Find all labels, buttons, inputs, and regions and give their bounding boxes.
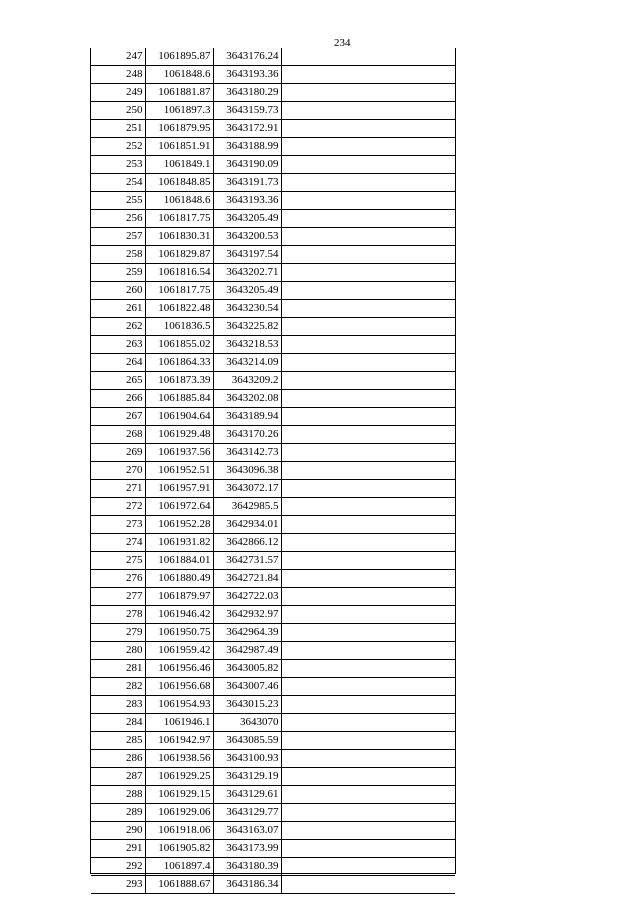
table-row — [91, 84, 455, 102]
table-row — [91, 534, 455, 552]
point-number-cell: 279 — [91, 624, 145, 642]
x-coordinate-cell: 1061952.51 — [145, 462, 213, 480]
y-coordinate-cell: 3643202.08 — [213, 390, 281, 408]
blank-cell — [281, 462, 455, 480]
table-row — [91, 120, 455, 138]
x-coordinate-cell: 1061937.56 — [145, 444, 213, 462]
blank-cell — [281, 624, 455, 642]
point-number-cell: 270 — [91, 462, 145, 480]
point-number-cell: 293 — [91, 876, 145, 894]
x-coordinate-cell: 1061817.75 — [145, 282, 213, 300]
x-coordinate-cell: 1061816.54 — [145, 264, 213, 282]
table-frame — [90, 48, 456, 890]
table-row — [91, 624, 455, 642]
x-coordinate-cell: 1061946.42 — [145, 606, 213, 624]
x-coordinate-cell: 1061946.1 — [145, 714, 213, 732]
table-row — [91, 210, 455, 228]
x-coordinate-cell: 1061885.84 — [145, 390, 213, 408]
blank-cell — [281, 66, 455, 84]
point-number-cell: 247 — [91, 48, 145, 66]
table-row — [91, 426, 455, 444]
blank-cell — [281, 606, 455, 624]
point-number-cell: 276 — [91, 570, 145, 588]
blank-cell — [281, 696, 455, 714]
table-row — [91, 408, 455, 426]
point-number-cell: 271 — [91, 480, 145, 498]
y-coordinate-cell: 3643015.23 — [213, 696, 281, 714]
blank-cell — [281, 858, 455, 876]
blank-cell — [281, 750, 455, 768]
x-coordinate-cell: 1061849.1 — [145, 156, 213, 174]
y-coordinate-cell: 3642731.57 — [213, 552, 281, 570]
y-coordinate-cell: 3643170.26 — [213, 426, 281, 444]
blank-cell — [281, 408, 455, 426]
y-coordinate-cell: 3642722.03 — [213, 588, 281, 606]
x-coordinate-cell: 1061836.5 — [145, 318, 213, 336]
y-coordinate-cell: 3643205.49 — [213, 210, 281, 228]
y-coordinate-cell: 3643096.38 — [213, 462, 281, 480]
y-coordinate-cell: 3643209.2 — [213, 372, 281, 390]
x-coordinate-cell: 1061957.91 — [145, 480, 213, 498]
table-row — [91, 876, 455, 894]
table-row — [91, 678, 455, 696]
blank-cell — [281, 516, 455, 534]
x-coordinate-cell: 1061829.87 — [145, 246, 213, 264]
y-coordinate-cell: 3643005.82 — [213, 660, 281, 678]
point-number-cell: 265 — [91, 372, 145, 390]
y-coordinate-cell: 3643225.82 — [213, 318, 281, 336]
y-coordinate-cell: 3643200.53 — [213, 228, 281, 246]
y-coordinate-cell: 3642987.49 — [213, 642, 281, 660]
table-row — [91, 66, 455, 84]
y-coordinate-cell: 3643193.36 — [213, 66, 281, 84]
point-number-cell: 280 — [91, 642, 145, 660]
page-number: 234 — [334, 37, 351, 49]
point-number-cell: 289 — [91, 804, 145, 822]
table-row — [91, 516, 455, 534]
y-coordinate-cell: 3643214.09 — [213, 354, 281, 372]
y-coordinate-cell: 3643218.53 — [213, 336, 281, 354]
point-number-cell: 287 — [91, 768, 145, 786]
blank-cell — [281, 336, 455, 354]
x-coordinate-cell: 1061895.87 — [145, 48, 213, 66]
blank-cell — [281, 174, 455, 192]
blank-cell — [281, 642, 455, 660]
blank-cell — [281, 444, 455, 462]
table-row — [91, 372, 455, 390]
point-number-cell: 258 — [91, 246, 145, 264]
table-row — [91, 462, 455, 480]
point-number-cell: 248 — [91, 66, 145, 84]
x-coordinate-cell: 1061897.4 — [145, 858, 213, 876]
table-row — [91, 300, 455, 318]
blank-cell — [281, 318, 455, 336]
point-number-cell: 257 — [91, 228, 145, 246]
blank-cell — [281, 192, 455, 210]
table-row — [91, 840, 455, 858]
blank-cell — [281, 246, 455, 264]
point-number-cell: 272 — [91, 498, 145, 516]
table-row — [91, 390, 455, 408]
x-coordinate-cell: 1061864.33 — [145, 354, 213, 372]
y-coordinate-cell: 3642866.12 — [213, 534, 281, 552]
blank-cell — [281, 768, 455, 786]
point-number-cell: 269 — [91, 444, 145, 462]
x-coordinate-cell: 1061830.31 — [145, 228, 213, 246]
table-row — [91, 318, 455, 336]
x-coordinate-cell: 1061931.82 — [145, 534, 213, 552]
table-row — [91, 174, 455, 192]
point-number-cell: 268 — [91, 426, 145, 444]
blank-cell — [281, 588, 455, 606]
table-row — [91, 822, 455, 840]
y-coordinate-cell: 3643202.71 — [213, 264, 281, 282]
y-coordinate-cell: 3643190.09 — [213, 156, 281, 174]
x-coordinate-cell: 1061881.87 — [145, 84, 213, 102]
table-row — [91, 444, 455, 462]
x-coordinate-cell: 1061888.67 — [145, 876, 213, 894]
y-coordinate-cell: 3642985.5 — [213, 498, 281, 516]
x-coordinate-cell: 1061956.68 — [145, 678, 213, 696]
blank-cell — [281, 282, 455, 300]
point-number-cell: 278 — [91, 606, 145, 624]
table-row — [91, 804, 455, 822]
x-coordinate-cell: 1061905.82 — [145, 840, 213, 858]
y-coordinate-cell: 3643193.36 — [213, 192, 281, 210]
y-coordinate-cell: 3643129.77 — [213, 804, 281, 822]
x-coordinate-cell: 1061952.28 — [145, 516, 213, 534]
coordinate-table-body — [91, 48, 455, 894]
blank-cell — [281, 354, 455, 372]
x-coordinate-cell: 1061855.02 — [145, 336, 213, 354]
table-row — [91, 570, 455, 588]
table-row — [91, 228, 455, 246]
y-coordinate-cell: 3642964.39 — [213, 624, 281, 642]
y-coordinate-cell: 3643142.73 — [213, 444, 281, 462]
point-number-cell: 262 — [91, 318, 145, 336]
blank-cell — [281, 102, 455, 120]
blank-cell — [281, 48, 455, 66]
table-row — [91, 606, 455, 624]
point-number-cell: 274 — [91, 534, 145, 552]
x-coordinate-cell: 1061851.91 — [145, 138, 213, 156]
blank-cell — [281, 498, 455, 516]
x-coordinate-cell: 1061897.3 — [145, 102, 213, 120]
y-coordinate-cell: 3642932.97 — [213, 606, 281, 624]
x-coordinate-cell: 1061879.95 — [145, 120, 213, 138]
y-coordinate-cell: 3643173.99 — [213, 840, 281, 858]
x-coordinate-cell: 1061904.64 — [145, 408, 213, 426]
y-coordinate-cell: 3643100.93 — [213, 750, 281, 768]
y-coordinate-cell: 3643205.49 — [213, 282, 281, 300]
x-coordinate-cell: 1061956.46 — [145, 660, 213, 678]
blank-cell — [281, 822, 455, 840]
x-coordinate-cell: 1061954.93 — [145, 696, 213, 714]
blank-cell — [281, 84, 455, 102]
y-coordinate-cell: 3642721.84 — [213, 570, 281, 588]
point-number-cell: 283 — [91, 696, 145, 714]
blank-cell — [281, 660, 455, 678]
table-row — [91, 786, 455, 804]
table-row — [91, 138, 455, 156]
blank-cell — [281, 840, 455, 858]
x-coordinate-cell: 1061929.25 — [145, 768, 213, 786]
y-coordinate-cell: 3643163.07 — [213, 822, 281, 840]
y-coordinate-cell: 3642934.01 — [213, 516, 281, 534]
blank-cell — [281, 390, 455, 408]
table-row — [91, 498, 455, 516]
table-row — [91, 156, 455, 174]
table-row — [91, 102, 455, 120]
point-number-cell: 255 — [91, 192, 145, 210]
point-number-cell: 286 — [91, 750, 145, 768]
table-row — [91, 264, 455, 282]
y-coordinate-cell: 3643129.61 — [213, 786, 281, 804]
x-coordinate-cell: 1061929.15 — [145, 786, 213, 804]
blank-cell — [281, 714, 455, 732]
point-number-cell: 249 — [91, 84, 145, 102]
point-number-cell: 253 — [91, 156, 145, 174]
x-coordinate-cell: 1061929.06 — [145, 804, 213, 822]
point-number-cell: 263 — [91, 336, 145, 354]
blank-cell — [281, 120, 455, 138]
point-number-cell: 282 — [91, 678, 145, 696]
x-coordinate-cell: 1061873.39 — [145, 372, 213, 390]
y-coordinate-cell: 3643072.17 — [213, 480, 281, 498]
x-coordinate-cell: 1061817.75 — [145, 210, 213, 228]
point-number-cell: 252 — [91, 138, 145, 156]
table-row — [91, 552, 455, 570]
x-coordinate-cell: 1061938.56 — [145, 750, 213, 768]
point-number-cell: 256 — [91, 210, 145, 228]
table-row — [91, 336, 455, 354]
blank-cell — [281, 570, 455, 588]
blank-cell — [281, 678, 455, 696]
table-row — [91, 282, 455, 300]
y-coordinate-cell: 3643159.73 — [213, 102, 281, 120]
x-coordinate-cell: 1061950.75 — [145, 624, 213, 642]
y-coordinate-cell: 3643191.73 — [213, 174, 281, 192]
point-number-cell: 251 — [91, 120, 145, 138]
table-row — [91, 354, 455, 372]
blank-cell — [281, 138, 455, 156]
point-number-cell: 267 — [91, 408, 145, 426]
table-row — [91, 768, 455, 786]
y-coordinate-cell: 3643180.29 — [213, 84, 281, 102]
point-number-cell: 275 — [91, 552, 145, 570]
x-coordinate-cell: 1061822.48 — [145, 300, 213, 318]
y-coordinate-cell: 3643230.54 — [213, 300, 281, 318]
point-number-cell: 259 — [91, 264, 145, 282]
y-coordinate-cell: 3643070 — [213, 714, 281, 732]
point-number-cell: 273 — [91, 516, 145, 534]
blank-cell — [281, 300, 455, 318]
point-number-cell: 250 — [91, 102, 145, 120]
point-number-cell: 281 — [91, 660, 145, 678]
coordinate-table — [91, 48, 455, 894]
blank-cell — [281, 480, 455, 498]
blank-cell — [281, 786, 455, 804]
blank-cell — [281, 228, 455, 246]
x-coordinate-cell: 1061942.97 — [145, 732, 213, 750]
point-number-cell: 292 — [91, 858, 145, 876]
x-coordinate-cell: 1061918.06 — [145, 822, 213, 840]
blank-cell — [281, 426, 455, 444]
blank-cell — [281, 534, 455, 552]
y-coordinate-cell: 3643180.39 — [213, 858, 281, 876]
y-coordinate-cell: 3643186.34 — [213, 876, 281, 894]
x-coordinate-cell: 1061848.6 — [145, 66, 213, 84]
y-coordinate-cell: 3643172.91 — [213, 120, 281, 138]
table-row — [91, 732, 455, 750]
x-coordinate-cell: 1061880.49 — [145, 570, 213, 588]
table-row — [91, 858, 455, 876]
x-coordinate-cell: 1061848.85 — [145, 174, 213, 192]
point-number-cell: 291 — [91, 840, 145, 858]
table-row — [91, 480, 455, 498]
point-number-cell: 260 — [91, 282, 145, 300]
point-number-cell: 264 — [91, 354, 145, 372]
y-coordinate-cell: 3643176.24 — [213, 48, 281, 66]
blank-cell — [281, 264, 455, 282]
x-coordinate-cell: 1061848.6 — [145, 192, 213, 210]
blank-cell — [281, 210, 455, 228]
point-number-cell: 290 — [91, 822, 145, 840]
point-number-cell: 285 — [91, 732, 145, 750]
blank-cell — [281, 804, 455, 822]
y-coordinate-cell: 3643197.54 — [213, 246, 281, 264]
blank-cell — [281, 372, 455, 390]
blank-cell — [281, 552, 455, 570]
blank-cell — [281, 876, 455, 894]
table-row — [91, 192, 455, 210]
table-row — [91, 642, 455, 660]
table-row — [91, 588, 455, 606]
table-row — [91, 246, 455, 264]
point-number-cell: 284 — [91, 714, 145, 732]
x-coordinate-cell: 1061959.42 — [145, 642, 213, 660]
table-row — [91, 750, 455, 768]
table-row — [91, 714, 455, 732]
table-row — [91, 48, 455, 66]
y-coordinate-cell: 3643007.46 — [213, 678, 281, 696]
blank-cell — [281, 732, 455, 750]
blank-cell — [281, 156, 455, 174]
point-number-cell: 288 — [91, 786, 145, 804]
x-coordinate-cell: 1061879.97 — [145, 588, 213, 606]
x-coordinate-cell: 1061929.48 — [145, 426, 213, 444]
table-row — [91, 696, 455, 714]
x-coordinate-cell: 1061972.64 — [145, 498, 213, 516]
y-coordinate-cell: 3643189.94 — [213, 408, 281, 426]
table-row — [91, 660, 455, 678]
point-number-cell: 254 — [91, 174, 145, 192]
point-number-cell: 266 — [91, 390, 145, 408]
x-coordinate-cell: 1061884.01 — [145, 552, 213, 570]
point-number-cell: 261 — [91, 300, 145, 318]
point-number-cell: 277 — [91, 588, 145, 606]
y-coordinate-cell: 3643085.59 — [213, 732, 281, 750]
y-coordinate-cell: 3643129.19 — [213, 768, 281, 786]
y-coordinate-cell: 3643188.99 — [213, 138, 281, 156]
